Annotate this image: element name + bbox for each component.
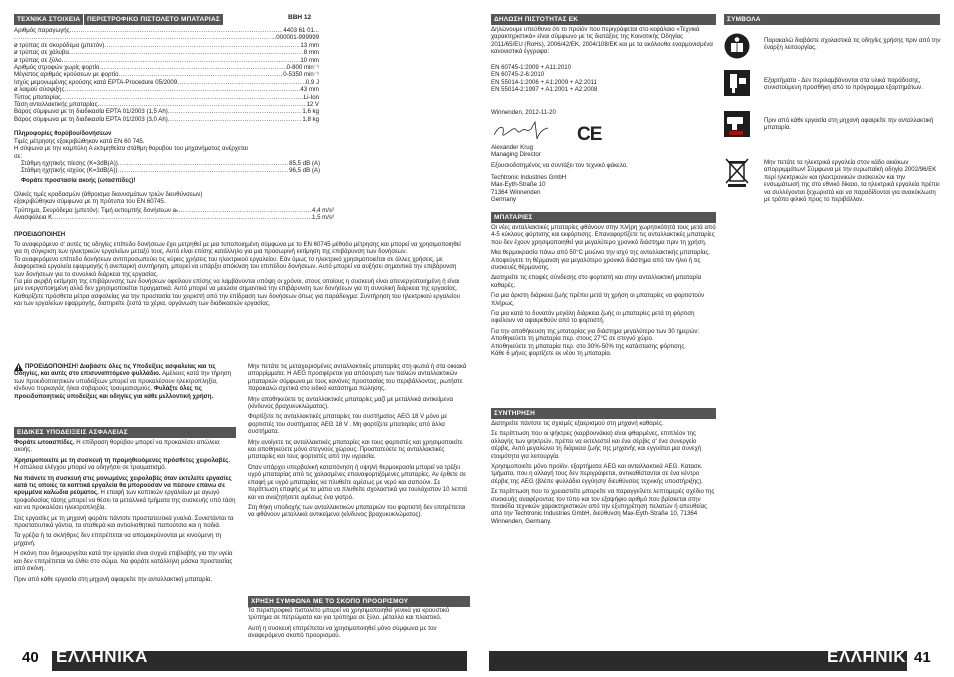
left-page-number: 40	[22, 649, 39, 666]
spec-value: Li-Ion	[303, 93, 319, 101]
weee-bin-icon	[724, 158, 750, 188]
spec-label: ø τρύπας σε ξύλο	[14, 56, 62, 64]
maintenance-list	[491, 420, 716, 528]
paragraph: Στη θήκη υποδοχής των ανταλλακτικών μπαταριών του φορτιστή δεν επιτρέπεται να φθάνουν μεταλλικά αντικείμενα (κίνδυνος βραχυκυκλώματος).	[248, 503, 466, 519]
spec-value: 0,9 J	[305, 78, 319, 86]
authorized-text: Εξουσιοδοτημένος να συντάξει τον τεχνικό φάκελο.	[491, 162, 628, 169]
leader-dots	[69, 49, 304, 56]
spec-label: Στάθμη ηχητικής ισχύος (K=3dB(A))	[21, 167, 118, 175]
vibration-list	[14, 207, 334, 222]
leader-dots	[177, 79, 306, 86]
safety-paragraph	[14, 550, 236, 572]
address-line: Germany	[491, 196, 517, 204]
paragraph: Φορτίζετε τις ανταλλακτικές μπαταρίες του συστήματος AEG 18 V μόνο με φορτιστές του συστήματος AEG 18 V . Μη φορτίζετε μπαταρίες από άλλα συστήματα.	[248, 413, 448, 436]
spec-row	[14, 27, 319, 34]
model-name: BBH 12	[288, 14, 312, 21]
leader-dots	[168, 108, 303, 115]
paragraph: Αυτή η συσκευή επιτρέπεται να χρησιμοποιηθεί μόνο σύμφωνα με τον αναφερόμενο σκοπό προορισμού.	[248, 624, 437, 640]
spec-label: Ανασφάλεια K	[14, 214, 53, 222]
spec-row	[14, 86, 319, 93]
noise-intro: Τιμές μέτρησης εξακριβώθηκαν κατά EN 60 745. Η σύψωνα με την καμπύλη A εκτιμηθείσα στάθμη θορυβου του μηχανήματος ανέρχεται σε:	[14, 138, 248, 160]
standards-list	[491, 64, 716, 94]
leader-dots	[99, 64, 286, 71]
spec-row	[14, 207, 334, 214]
spec-label: Στάθμη ηχητικής πίεσης (K=3dB(A))	[21, 160, 118, 167]
battery-header: ΜΠΑΤΑΡΙΕΣ	[491, 212, 716, 223]
spec-value: 0-5350 min⁻¹	[283, 71, 319, 79]
spec-value: 1,8 kg	[302, 115, 319, 123]
spec-row	[14, 79, 319, 86]
spec-row	[14, 42, 319, 49]
spec-row	[14, 116, 319, 123]
signature-image	[491, 119, 551, 143]
spec-value: 43 mm	[300, 86, 319, 94]
spec-row	[14, 64, 319, 71]
leader-dots	[104, 42, 300, 49]
spec-label: Τάση ανταλλακτικής μπαταρίας	[14, 100, 98, 108]
paragraph: Μια θερμοκρασία πάνω από 50°C μειώνει την ισχύ της ανταλλακτικής μπαταρίας. Αποφεύγετε τη θέρμανση για μεγαλύτερο χρονικό διάστημα από τον ήλιο ή τις συσκευές θέρμανσης.	[491, 249, 710, 272]
signer-title: Managing Director	[491, 151, 541, 158]
leader-dots	[70, 27, 284, 34]
standard-item: EN 60745-1:2009 + A11:2010	[491, 64, 572, 71]
spec-row	[14, 94, 319, 101]
leader-dots	[98, 101, 307, 108]
spec-value: 12 V	[306, 100, 319, 108]
right-footer-title: ΕΛΛΗΝΙΚΑ	[827, 647, 919, 666]
leader-dots	[168, 116, 303, 123]
spec-row	[14, 101, 319, 108]
remove-battery-icon	[724, 111, 750, 137]
spec-row	[14, 214, 334, 221]
right-page-number: 41	[914, 649, 931, 666]
safety-text: Στις εργασίες με τη μηχανή φοράτε πάντοτε προστατευτικά γυαλιά. Συνιστάνται τα προστατευτικά γάντια, τα σταθερά και αντιολισθητικά παπούτσια και η ποδιά.	[14, 514, 234, 530]
address-block	[491, 174, 566, 204]
spec-value: 4403 61 01...	[283, 27, 319, 34]
ce-mark: CE	[577, 124, 602, 145]
paragraph: Όταν υπάρχει υπερβολική καταπόνηση ή υψηλή θερμοκρασία μπορεί να τρέξει υγρό μπαταρίας από τις χαλασμένες επαναφορτιζόμενες μπαταρίες. Αν έρθετε σε επαφή με υγρό μπαταρίας να πλυθείτε αμέσως με νερό και σαπούνι. Σε περίπτωση επαφής με τα μάτια να πλυθείτε σχολαστικά για τουλάχιστον 10 λεπτά και να αναζητήσετε αμέσως ένα γιατρό.	[248, 463, 468, 501]
standard-item: EN 55014-2:1997 + A1:2001 + A2:2008	[491, 86, 598, 94]
safety-paragraph	[14, 515, 236, 530]
paragraph: Για μια άριστη διάρκεια ζωής πρέπει μετά τη χρήση οι μπαταρίες να φορτιστούν πλήρως.	[491, 292, 705, 307]
spec-label: Βάρος σύμφωνα με τη διαδικασία EPTA 01/2003 (3,0 Ah)	[14, 115, 168, 123]
spec-label: Ισχύς μεμονωμένης κρούσης κατά EPTA-Procedure 05/2009	[14, 78, 178, 86]
tool-header: ΠΕΡΙΣΤΡΟΦΙΚΟ ΠΙΣΤΟΛΕΤΟ ΜΠΑΤΑΡΙΑΣ	[84, 14, 223, 25]
spec-label: ø λαιμού σύσφιξης	[14, 86, 65, 94]
right-battery-list	[491, 224, 716, 361]
paragraph: Διατηρείτε πάντοτε τις σχισμές εξαερισμού στη μηχανή καθαρές.	[491, 420, 664, 427]
left-battery-list	[248, 363, 470, 522]
spec-value: 8 mm	[303, 49, 319, 57]
ear-protect: Φοράτε προστασία ακοής (ωτασπίδες)!	[21, 177, 136, 184]
attention-block	[14, 363, 234, 400]
spec-label: Αριθμός παραγωγής	[14, 27, 70, 34]
spec-label: Τρύπημα, Σκυρόδεμα (μπετόν): Τιμή εκπομπής δονήσεων aₕ	[14, 207, 179, 214]
safety-text: Πριν από κάθε εργασία στη μηχανή αφαιρείτε την ανταλλακτική μπαταρία.	[14, 575, 213, 583]
spec-row	[14, 34, 319, 41]
safety-text: Η επαφή των κοπτικών εργαλείων με αγωγό τροφοδοσίας τάσης μπορεί να θέσει τα μεταλλικά τμήματα της συσκευής υπό τάση και να προκαλέσει ηλεκτροπληξία.	[14, 489, 236, 512]
spec-row	[14, 57, 319, 64]
intended-use-header: ΧΡΗΣΗ ΣΥΜΦΩΝΑ ΜΕ ΤΟ ΣΚΟΠΟ ΠΡΟΟΡΙΣΜΟΥ	[248, 596, 470, 607]
spec-row	[14, 49, 319, 56]
intended-use-list	[248, 607, 470, 643]
safety-bold: Φοράτε ωτοασπίδες.	[14, 439, 75, 446]
specs-header: ΤΕΧΝΙΚΑ ΣΤΟΙΧΕΙΑ	[14, 14, 83, 25]
paragraph: Μην πετάτε τις μεταχειρισμένες ανταλλακτικές μπαταρίες στη φωτιά ή στα οικιακά απορρίμματα. Η AEG προσφέρεται για απόσυρση των παλιών ανταλλακτικών μπαταριών σύμφωνα με τους κανόνες προστασίας του περιβάλλοντος, ρωτήστε παρακαλώ σχετικά στο ειδικό κατάστημα πώλησης.	[248, 363, 467, 393]
safety-paragraph	[14, 439, 236, 454]
safety-text: Τα γρέζια ή τα σκλήθρες δεν επιτρέπεται να απομακρύνονται με κινούμενη τη μηχανή.	[14, 532, 222, 547]
symbol-text: Παρακαλώ διαβάστε σχολαστικά τις οδηγίες χρήσης πριν από την έναρξη λειτουργίας.	[764, 37, 941, 52]
leader-dots	[52, 214, 312, 221]
spec-value: 4,4 m/s²	[311, 207, 334, 214]
spec-label: ø τρύπας σε χάλυβα	[14, 49, 69, 57]
attention-title: ΠΡΟΕΙΔΟΠΟΙΗΣΗ! Διαβάστε όλες τις Υποδείξεις ασφαλείας και τις Οδηγίες, και αυτές στο επισυναπτόμενο φυλλάδιο.	[14, 363, 216, 378]
spec-row	[21, 160, 320, 167]
symbol-text: Εξαρτήματα - Δεν περιλαμβάνονται στα υλικά παράδοσης, συνιστούμενη προσθήκη από το πρόγραμμα εξαρτημάτων.	[764, 77, 923, 92]
warning-header: ΠΡΟΕΙΔΟΠΟΙΗΣΗ	[14, 231, 66, 238]
leader-dots	[117, 167, 289, 174]
paragraph: Για μια κατά το δυνατόν μεγάλη διάρκεια ζωής οι μπαταρίες μετά τη φόρτιση οφείλουν να αφαιρεθούν από το φορτιστή.	[491, 310, 695, 325]
spec-value: 10 mm	[300, 56, 319, 64]
spec-row	[21, 167, 320, 174]
spec-row	[14, 71, 319, 78]
signer-name: Alexander Krug	[491, 144, 534, 151]
leader-dots	[118, 160, 289, 167]
attention-text: Αμέλειες κατά την τήρηση των προειδοποιητικών υποδείξεων μπορεί να προκαλέσουν ηλεκτροπληξία, κίνδυνο πυρκαγιάς ή/και σοβαρούς τραυματισμούς.	[14, 370, 232, 393]
accessory-icon	[724, 70, 750, 96]
spec-row	[14, 108, 319, 115]
address-line: Max-Eyth-Straße 10	[491, 181, 546, 189]
safety-text: Η σκόνη που δημιουργείται κατά την εργασία είναι συχνά επιβλαβής για την υγεία και δεν επιτρέπεται να έλθει στο σώμα. Να φοράτε κατάλληλη μάσκα προστασίας από σκόνη.	[14, 550, 233, 573]
paragraph: Το περιστροφικό πιστολέτο μπορεί να χρησιμοποιηθεί γενικά για κρουστικό τρύπημα σε πετρώματα και για τρύπημα σε ξύλο, μέταλλο και πλαστικό.	[248, 607, 450, 622]
safety-bold: Χρησιμοποιείτε με τη συσκευή τη προμηθευόμενες πρόσθετες χειρολαβές.	[14, 456, 231, 464]
safety-text: Η απώλεια ελέγχου μπορεί να οδηγήσει σε τραυματισμό.	[14, 464, 167, 472]
spec-label: Μέγιστος αριθμός κρούσεων με φορτίο	[14, 71, 119, 79]
paragraph: Σε περίπτωση που το χρειαστείτε μπορείτε να παραγγείλετε λεπτομερές σχέδιο της συσκευής αναφέροντας τον τύπο και τον εξαψήφιο αριθμό που βρίσκεται στην πινακίδα τεχνικών χαρακτηριστικών από την εξυπηρέτηση πελατών ή απευθείας από την Techtronic Industries GmbH, διεύθυνση Max-Eyth-Straße 10, 71364 Winnenden, Germany.	[491, 488, 715, 525]
place-date: Winnenden, 2012-11-20	[491, 109, 556, 116]
noise-title: Πληροφορίες θορύβου/δονήσεων	[14, 130, 112, 137]
spec-value: 96,5 dB (A)	[289, 167, 320, 175]
leader-dots	[61, 57, 300, 64]
maintenance-header: ΣΥΝΤΗΡΗΣΗ	[491, 408, 716, 419]
spec-label: Βάρος σύμφωνα με τη διαδικασία EPTA 01/2003 (1,5 Ah)	[14, 108, 168, 116]
spec-list	[14, 27, 319, 123]
address-line: Techtronic Industries GmbH	[491, 174, 567, 181]
safety-paragraph	[14, 532, 236, 547]
spec-value: 13 mm	[300, 41, 319, 49]
spec-label: Τύπος μπαταρίας	[14, 93, 61, 101]
paragraph: Μην αποθηκεύετε τις ανταλλακτικές μπαταρίες μαζί με μεταλλικά αντικείμενα (κίνδυνος βραχυκυκλώματος).	[248, 395, 453, 411]
spec-label: Αριθμός στροφών χωρίς φορτίο	[14, 63, 100, 71]
safety-paragraph	[14, 457, 236, 472]
safety-paragraph	[14, 475, 236, 512]
spec-value: 1,5 m/s²	[311, 214, 334, 222]
spec-value: 85,5 dB (A)	[289, 160, 320, 167]
leader-dots	[64, 86, 300, 93]
spec-label: ø τρύπας σε σκυρόδεμα (μπετόν)	[14, 41, 105, 49]
address-line: 71364 Winnenden	[491, 188, 541, 196]
leader-dots	[119, 71, 284, 78]
safety-paragraph	[14, 576, 236, 583]
safety-list	[14, 439, 236, 586]
paragraph: Διατηρείτε τις επαφές σύνδεσης στο φορτιστή και στην ανταλλακτική μπαταρία καθαρές.	[491, 274, 702, 289]
paragraph: Οι νέες ανταλλακτικές μπαταρίες φθάνουν στην πλήρη χωρητικότητά τους μετά από 4-5 κύκλους φόρτισης και εκφόρτισης. Επαναφορτίζετε τις ανταλλακτικές μπαταρίες που δεν έχουν χρησιμοποιηθεί για μεγαλύτερο χρονικό διάστημα πριν τη χρήση.	[491, 224, 716, 246]
vibration-intro: Ολικές τιμές κραδασμών (άθροισμα διανυσμάτων τριών διευθύνσεων) εξακριβώθηκαν σύμφωνα με τη πρότυπα του EN 60745.	[14, 191, 203, 206]
safety-bold: Να πιάνετε τη συσκευή στις μονωμένες χειρολαβές όταν εκτελείτε εργασίες κατά τις οποίες τα κοπτικά εργαλεία θα μπορούσαν να πέσουν επάνω σε κρυμμένα καλώδια ρεύματος.	[14, 474, 232, 497]
symbol-text: Πριν από κάθε εργασία στη μηχανή αφαιρείτε την ανταλλακτική μπαταρία.	[764, 117, 934, 132]
safety-header: ΕΙΔΙΚΕΣ ΥΠΟΔΕΙΞΕΙΣ ΑΣΦΑΛΕΙΑΣ	[14, 427, 236, 438]
paragraph: Χρησιμοποιείτε μόνο προϊόν. εξαρτήματα AEG και ανταλλακτικά AEG. Κατασκ. τμήματα, που η αλλαγή τους δεν περιγράφεται, αντικαθίστανται σε ένα κέντρο σέρβις της AEG (βλέπε φυλλάδιο εγγύηση/ διευθύνσεις τεχνικής υποστήριξης).	[491, 463, 703, 485]
leader-dots	[178, 207, 312, 214]
symbols-header: ΣΥΜΒΟΛΑ	[724, 14, 940, 25]
symbol-text: Μην πετάτε τα ηλεκτρικά εργαλεία στον κάδο ακιάκων απορριμμάτων! Σύμφωνα με την ευρωπαϊκή οδηγία 2002/96/ΕΚ περί ηλεκτρικών και ηλεκτρονικών συσκευών και την ενσωμάτωσή της στο εθνικό δίκαιο, τα ηλεκτρικά εργαλεία πρέπει να συλλέγονται ξεχωριστά και να παραδίδονται για ανακύκλωση με τρόπο φιλικό προς το περιβάλλον.	[764, 159, 940, 204]
standard-item: EN 60745-2-6:2010	[491, 71, 545, 79]
spec-value: ...000001-999999	[271, 34, 319, 42]
spec-value: 1,6 kg	[302, 108, 319, 116]
leader-dots	[61, 94, 304, 101]
left-footer-title: ΕΛΛΗΝΙΚΑ	[56, 647, 148, 666]
noise-list	[21, 160, 320, 175]
read-manual-icon	[724, 33, 750, 59]
leader-dots	[14, 34, 271, 41]
safety-text: Η επίδραση θορύβου μπορεί να προκαλέσει απώλεια ακοής.	[14, 439, 220, 454]
paragraph: Για την αποθήκευση της μπαταρίας για διάστημα μεγαλύτερο των 30 ημερών: Αποθηκεύετε τη μπαταρία περ. στους 27°C σε στεγνό χώρο. Αποθηκεύετε τη μπαταρία περ. στο 30%-50% της κατάστασης φόρτισης. Κάθε 6 μήνες φορτίζετε εκ νέου τη μπαταρία.	[491, 327, 700, 358]
paragraph: Σε περίπτωση που οι ψήκτρες (καρβουνάκια) είναι φθαρμένες, επιπλέον της αλλαγής των ψηκτρών, πρέπει να εκτελεστεί και ένα σέρβις σ' ένα συνεργείο σέρβις. Αυτό μεγαλώνει τη διάρκεια ζωής της μηχανής και εγγυάται μια συνεχή ετοιμότητα για λειτουργία.	[491, 430, 702, 460]
ce-header: ΔΗΛΩΣΗ ΠΙΣΤΟΤΗΤΑΣ ΕΚ	[491, 14, 716, 25]
right-page	[477, 0, 954, 677]
paragraph: Μην ανοίγετε τις ανταλλακτικές μπαταρίες και τους φορτιστές και χρησιμοποιείτε και αποθηκεύετε μόνο στεγνούς χώρους. Προστατεύετε τις ανταλλακτικές μπαταρίες και τους φορτιστές από την υγρασία.	[248, 438, 463, 461]
standard-item: EN 55014-1:2006 + A1:2009 + A2:2011	[491, 78, 597, 86]
attention-keep: Φυλάξτε όλες τις προειδοποιητικές υποδείξεις και οδηγίες για κάθε μελλοντική χρήση.	[14, 385, 214, 400]
warning-text: Το αναφερόμενο σ' αυτές τις οδηγίες επίπεδο δονήσεων έχει μετρηθεί με μια τυποποιημένη σύμφωνα με το EN 60745 μέθοδο μέτρησης και μπορεί να χρησιμοποιηθεί για τη σύγκριση των ηλεκτρικών εργαλείων μεταξύ τους. Αυτό είναι επίσης κατάλληλο για μια προσωρινή εκτίμηση της επιβάρυνση των δονήσεων. Το αναφερόμενο επίπεδο δονήσεων αντιπροσωπεύει τις κύριες χρήσεις του ηλεκτρικού εργαλείου. Εάν όμως το ηλεκτρικό χρησιμοποιείται σε άλλες χρήσεις, με διαφορετικά εργαλεία εφαρμογής ή ανεπαρκή συντήρηση, μπορεί να υπάρξει απόκλιση του επιπέδου δονήσεων. Αυτό μπορεί να αυξήσει σημαντικά την επιβάρυνση των δονήσεων για το συνολικό διάρκεια της εργασίας. Για μία ακριβή εκτίμηση της επιβάρυνσης των δονήσεων οφείλουν επίσης να λαμβάνονται υπόψη οι χρόνοι, στους οποίους η συσκευή είναι απενεργοποιημένη ή είναι μεν ενεργοποιημένη αλλά δεν χρησιμοποιείται πραγματικά. Αυτό μπορεί να μειώσει σημαντικά την επιβάρυνση των δονήσεων για τη συνολική διάρκεια της εργασίας. Καθορίζετε πρόσθετα μέτρα ασφαλείας για την προστασία του χειριστή από την επίδραση των δονήσεων όπως για παράδειγμα: Συντήρηση του ηλεκτρικού εργαλείου και των εργαλείων εφαρμογής, διατηρείτε ζεστά τα χέρια, οργάνωση των διαδικασιών εργασίας.	[14, 241, 461, 308]
spec-value: 0-800 min⁻¹	[286, 63, 319, 71]
ce-text: Δηλώνουμε υπεύθυνα ότι το προϊόν που περιγράφεται στο κεφάλαιο «Τεχνικά χαρακτηριστικά» είναι σύμφωνο με τις διατάξεις της Κοινοτικής Οδηγίας 2011/65/EU (RoHs), 2006/42/ΕΚ, 2004/108/ΕΚ και με τα ακόλουθα εναρμονισμένα κανονιστικά έγγραφα:	[491, 26, 713, 56]
